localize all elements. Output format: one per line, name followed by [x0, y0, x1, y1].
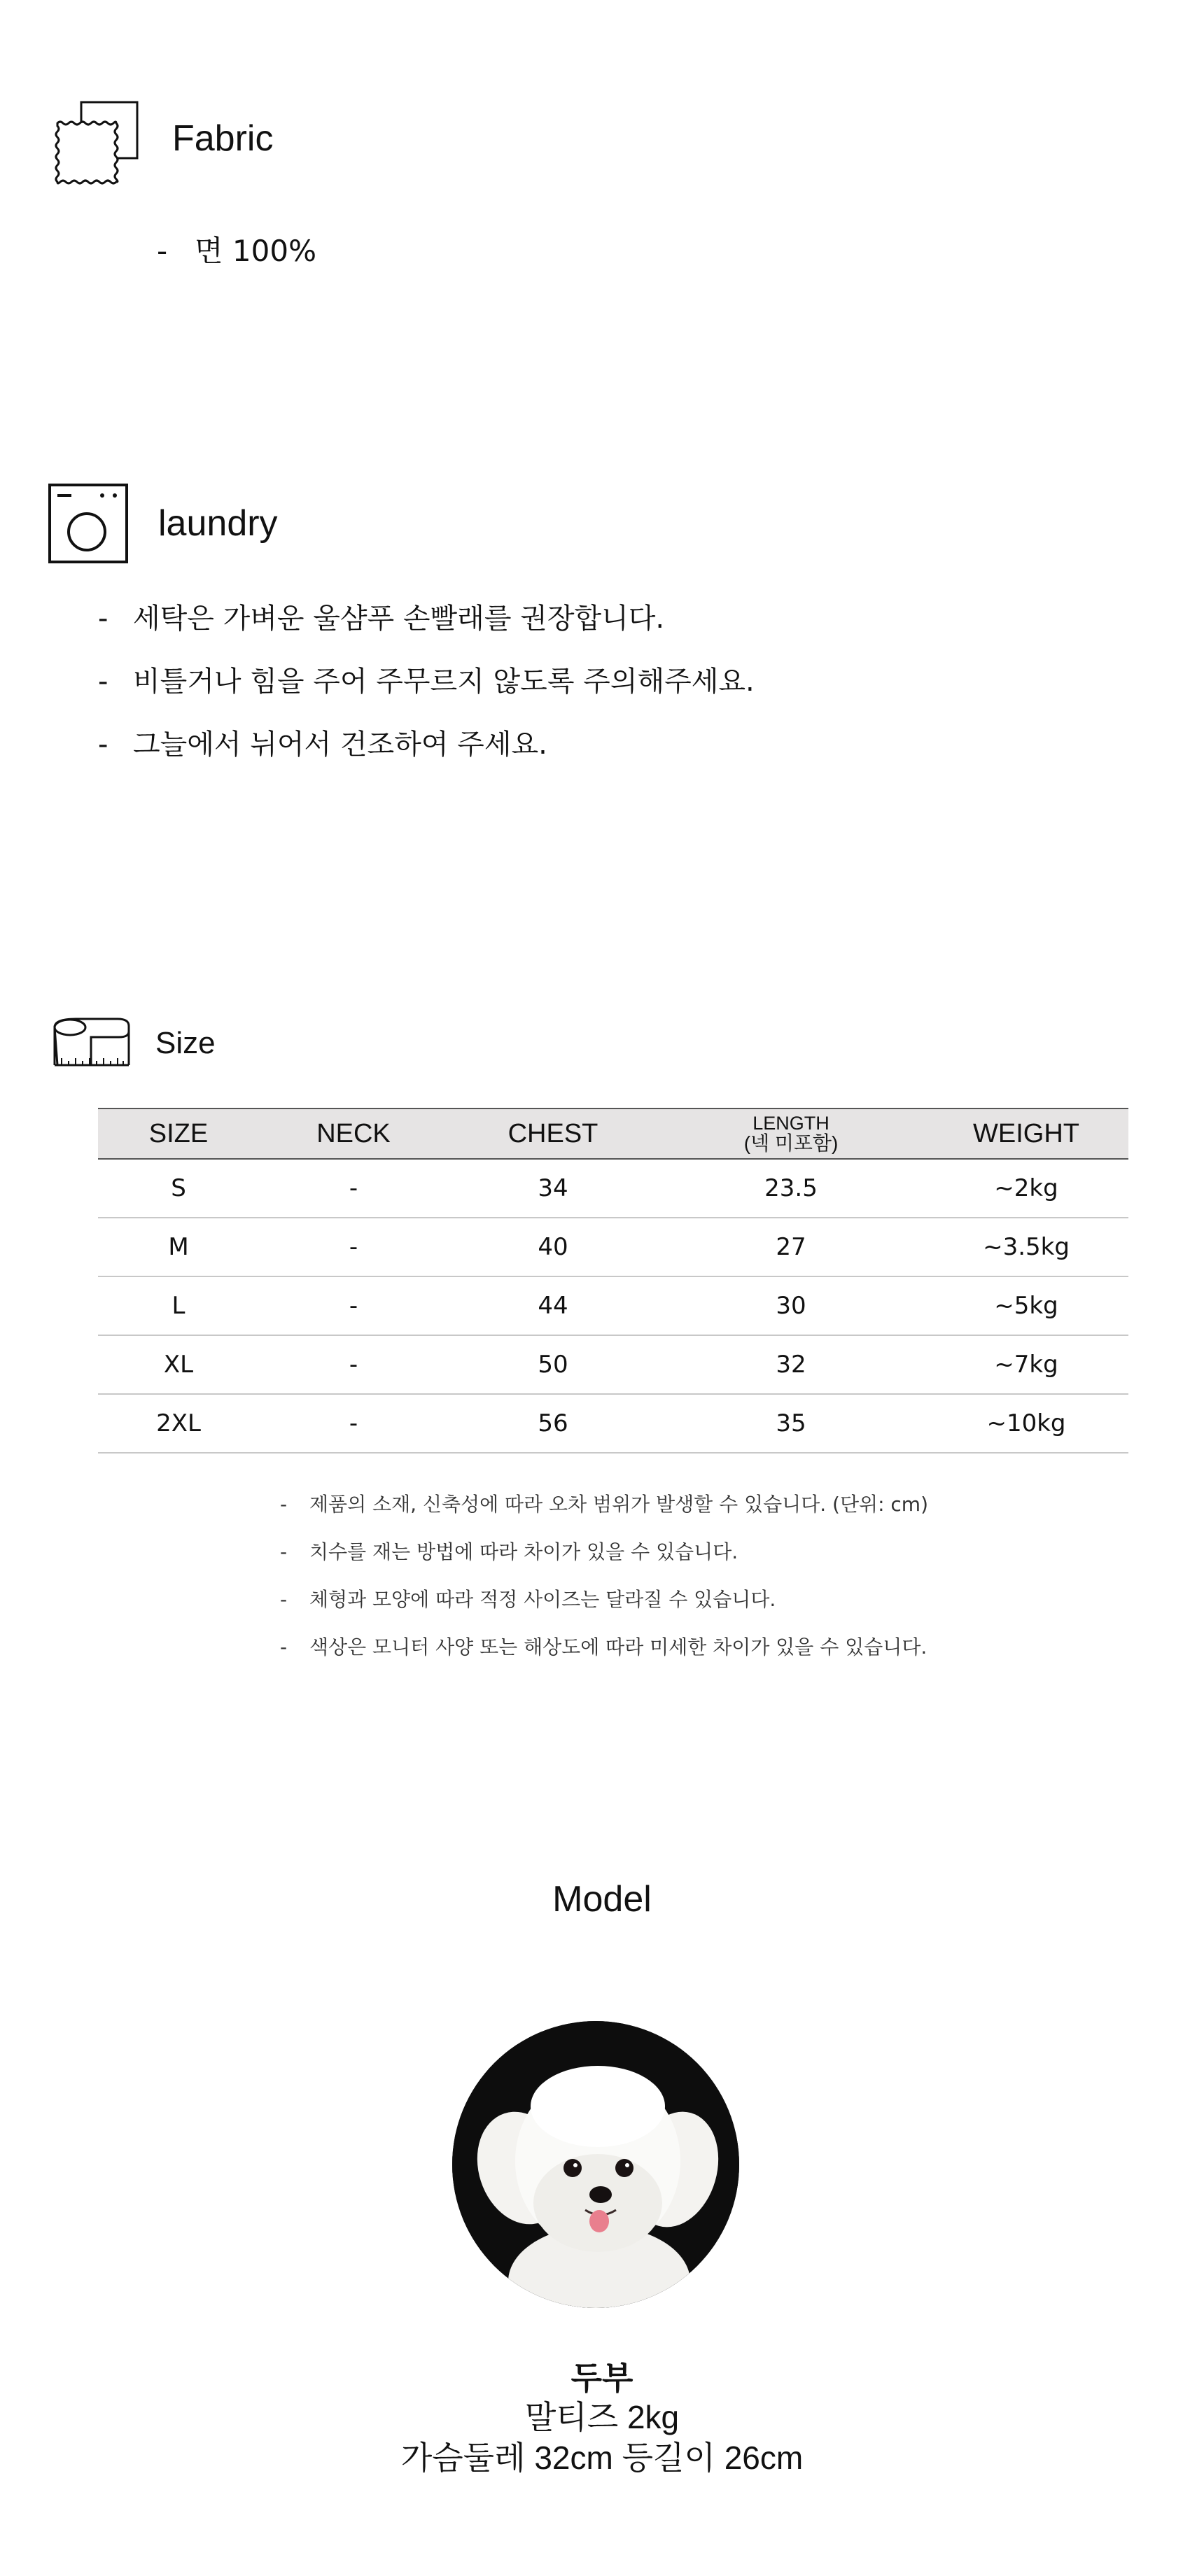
col-weight-header: WEIGHT	[924, 1108, 1128, 1159]
cell-length: 32	[658, 1335, 924, 1394]
cell-size: XL	[98, 1335, 259, 1394]
size-note-text: 색상은 모니터 사양 또는 해상도에 따라 미세한 차이가 있을 수 있습니다.	[309, 1635, 927, 1659]
size-note: - 치수를 재는 방법에 따라 차이가 있을 수 있습니다.	[280, 1540, 738, 1563]
size-note: - 체형과 모양에 따라 적정 사이즈는 달라질 수 있습니다.	[280, 1588, 776, 1611]
laundry-item: - 비틀거나 힘을 주어 주무르지 않도록 주의해주세요.	[98, 666, 755, 698]
cell-weight: ~7kg	[924, 1335, 1128, 1394]
cell-weight: ~3.5kg	[924, 1218, 1128, 1276]
model-heading: Model	[552, 1879, 652, 1920]
fabric-item-text: 면 100%	[195, 234, 316, 268]
cell-chest: 34	[448, 1159, 658, 1218]
cell-neck: -	[259, 1276, 448, 1335]
size-note-text: 치수를 재는 방법에 따라 차이가 있을 수 있습니다.	[309, 1540, 738, 1563]
fabric-item: - 면 100%	[157, 234, 316, 268]
size-table	[98, 1108, 1128, 1454]
laundry-item: - 그늘에서 뉘어서 건조하여 주세요.	[98, 729, 547, 761]
cell-neck: -	[259, 1394, 448, 1453]
cell-neck: -	[259, 1159, 448, 1218]
dog-illustration	[452, 2021, 739, 2308]
cell-chest: 40	[448, 1218, 658, 1276]
cell-chest: 44	[448, 1276, 658, 1335]
length-label: LENGTH	[752, 1113, 830, 1134]
fabric-swatch-icon	[50, 98, 141, 189]
size-note-text: 제품의 소재, 신축성에 따라 오차 범위가 발생할 수 있습니다. (단위: cm)	[309, 1493, 929, 1516]
size-note: - 제품의 소재, 신축성에 따라 오차 범위가 발생할 수 있습니다. (단위: cm)	[280, 1493, 929, 1516]
size-table-header	[98, 1108, 1128, 1159]
col-size-header: SIZE	[98, 1108, 259, 1159]
laundry-item-text: 비틀거나 힘을 주어 주무르지 않도록 주의해주세요.	[133, 666, 755, 698]
laundry-item-text: 세탁은 가벼운 울샴푸 손빨래를 권장합니다.	[133, 603, 665, 635]
model-breed-weight: 말티즈 2kg	[524, 2399, 680, 2435]
col-length-header	[658, 1108, 924, 1159]
cell-weight: ~5kg	[924, 1276, 1128, 1335]
length-sublabel: (넥 미포함)	[743, 1132, 839, 1154]
laundry-item-text: 그늘에서 뉘어서 건조하여 주세요.	[133, 729, 547, 761]
cell-size: L	[98, 1276, 259, 1335]
cell-length: 23.5	[658, 1159, 924, 1218]
cell-chest: 50	[448, 1335, 658, 1394]
table-row	[98, 1394, 1128, 1453]
cell-size: S	[98, 1159, 259, 1218]
size-note: - 색상은 모니터 사양 또는 해상도에 따라 미세한 차이가 있을 수 있습니다.	[280, 1635, 927, 1659]
cell-length: 30	[658, 1276, 924, 1335]
fabric-heading: Fabric	[172, 118, 274, 159]
col-neck-header: NECK	[259, 1108, 448, 1159]
cell-size: M	[98, 1218, 259, 1276]
cell-neck: -	[259, 1218, 448, 1276]
model-dog-photo	[452, 2021, 739, 2308]
table-row	[98, 1159, 1128, 1218]
table-row	[98, 1276, 1128, 1335]
tape-measure-icon	[50, 1013, 134, 1076]
table-row	[98, 1335, 1128, 1394]
cell-weight: ~2kg	[924, 1159, 1128, 1218]
model-measurements: 가슴둘레 32cm 등길이 26cm	[400, 2440, 804, 2476]
cell-length: 27	[658, 1218, 924, 1276]
cell-weight: ~10kg	[924, 1394, 1128, 1453]
model-name: 두부	[570, 2360, 634, 2396]
size-heading: Size	[155, 1026, 216, 1060]
cell-length: 35	[658, 1394, 924, 1453]
laundry-heading: laundry	[158, 503, 278, 544]
col-chest-header: CHEST	[448, 1108, 658, 1159]
cell-chest: 56	[448, 1394, 658, 1453]
cell-neck: -	[259, 1335, 448, 1394]
table-row	[98, 1218, 1128, 1276]
washing-machine-icon	[48, 483, 129, 564]
size-note-text: 체형과 모양에 따라 적정 사이즈는 달라질 수 있습니다.	[309, 1588, 776, 1611]
laundry-item: - 세탁은 가벼운 울샴푸 손빨래를 권장합니다.	[98, 603, 665, 635]
cell-size: 2XL	[98, 1394, 259, 1453]
